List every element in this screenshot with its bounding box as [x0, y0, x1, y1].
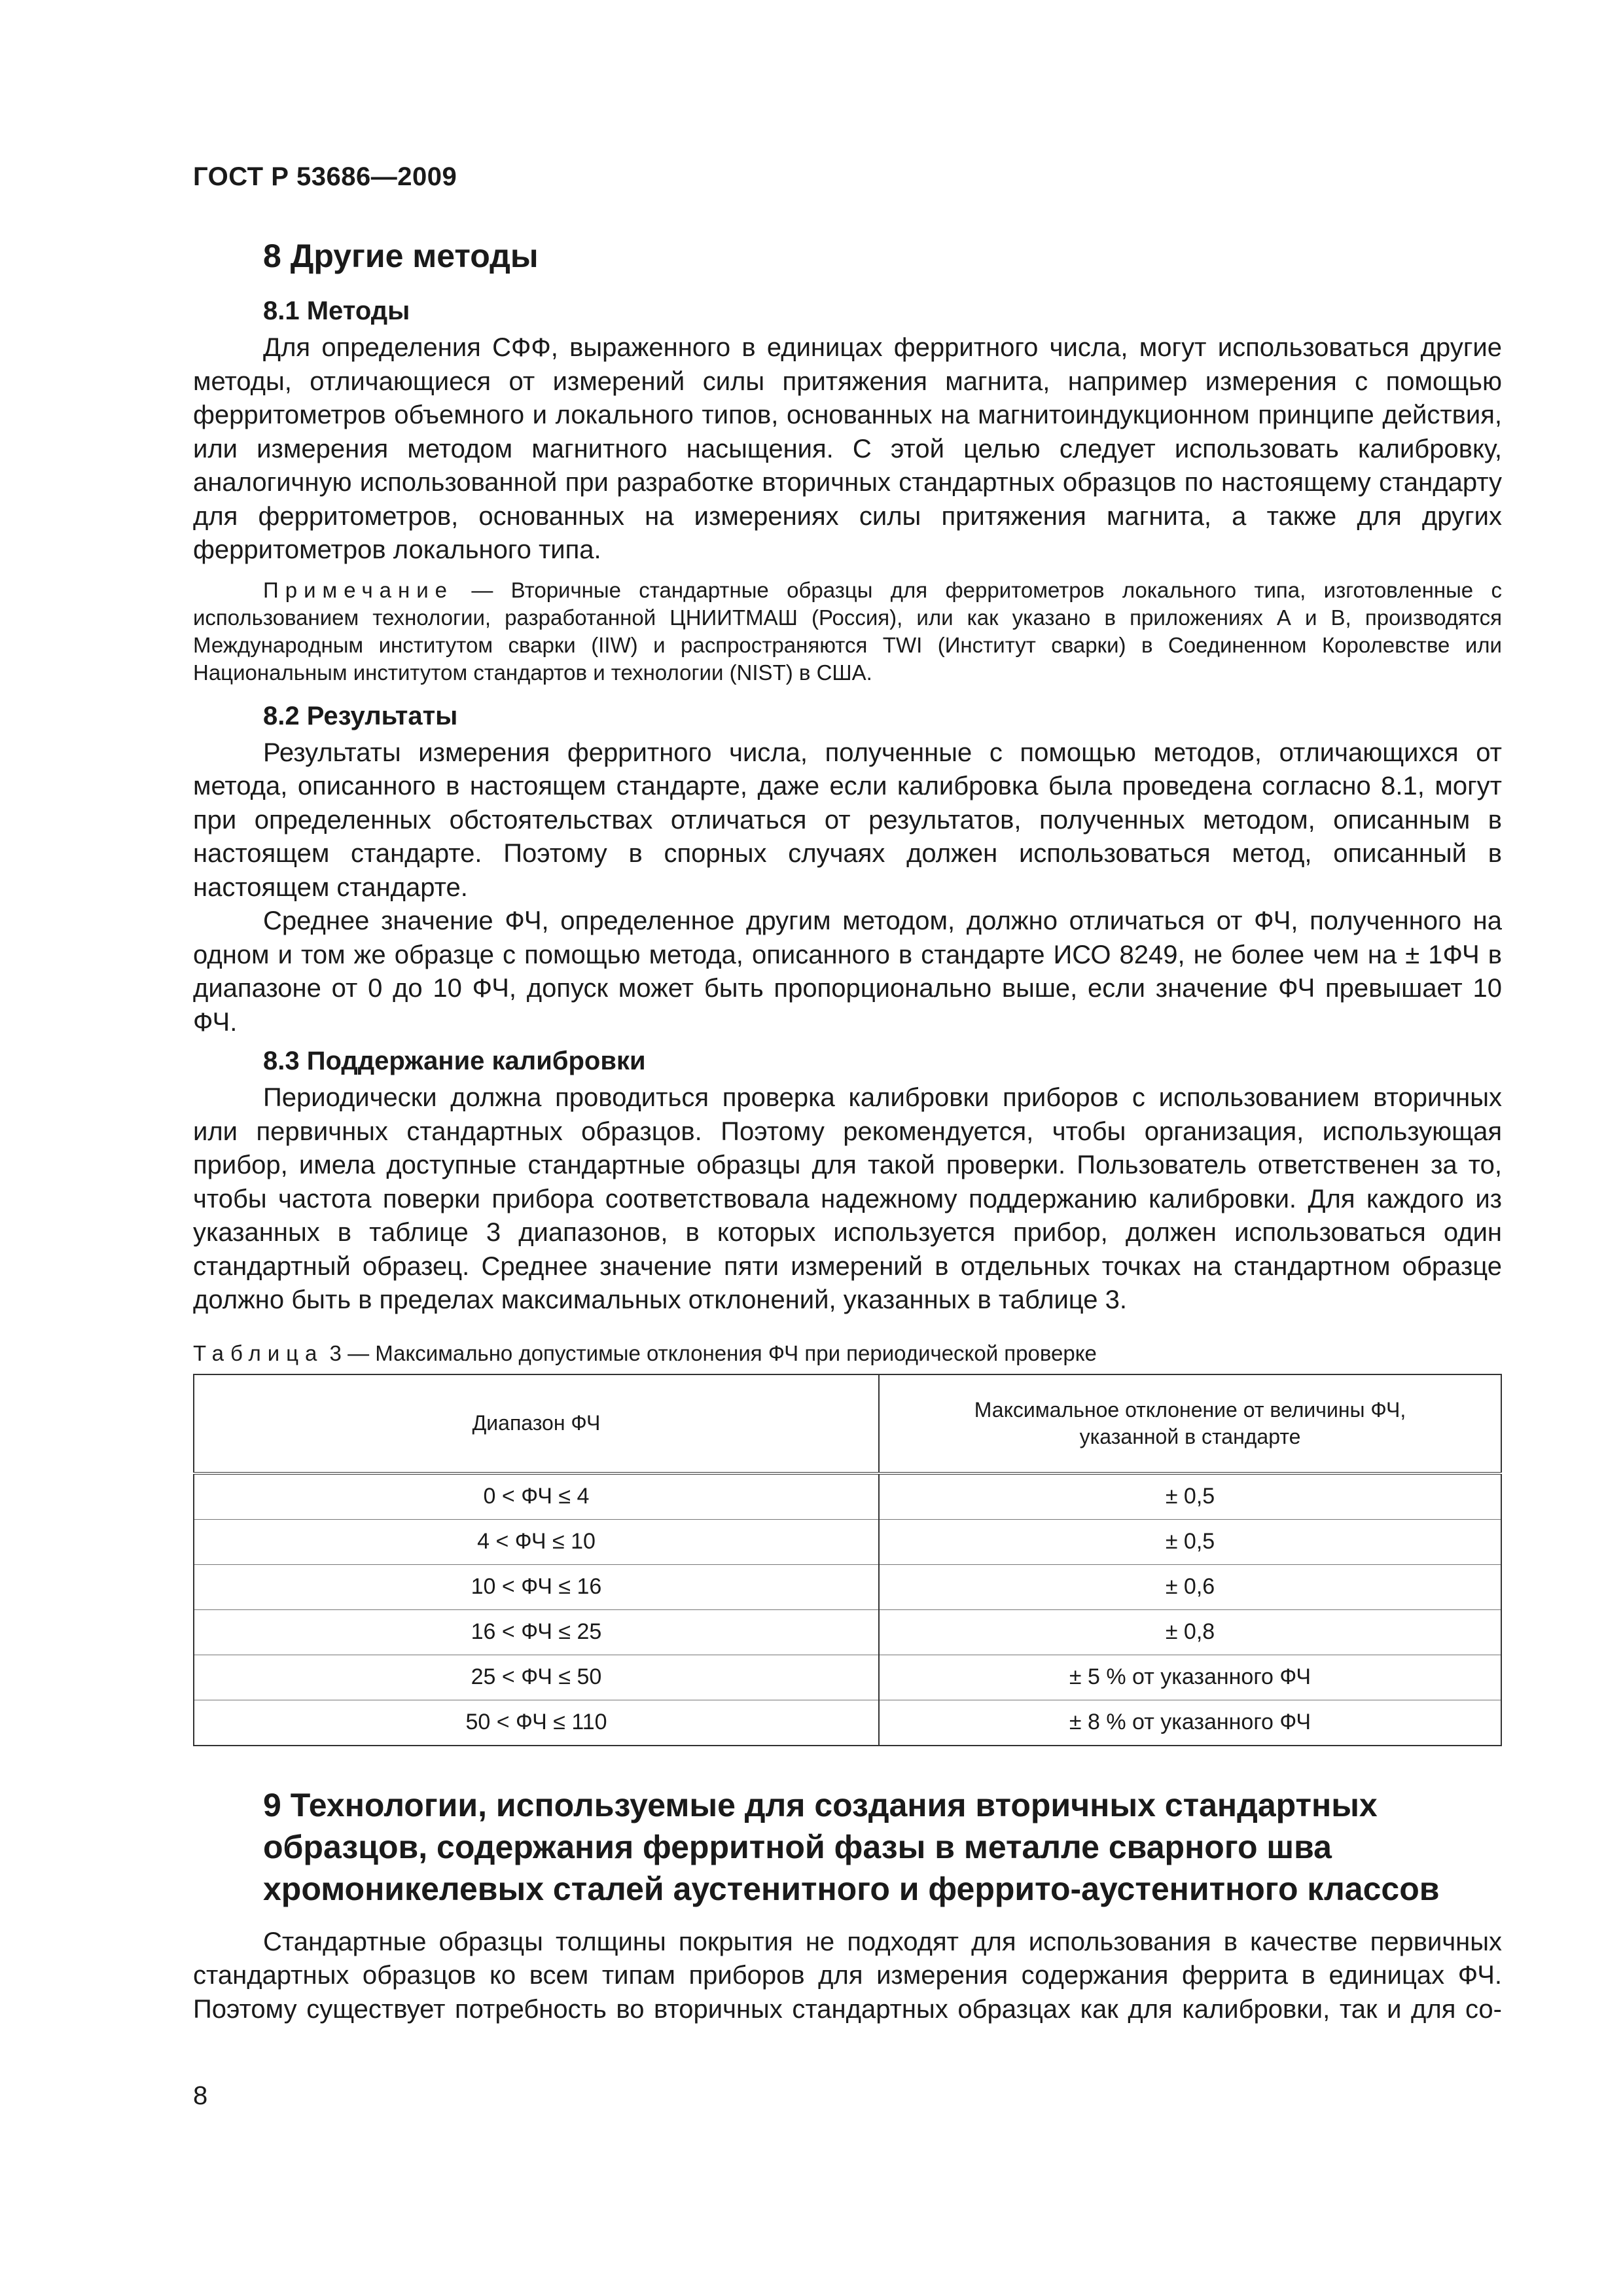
- section-9-title: [263, 1784, 1502, 1910]
- table-cell-range: 0 < ФЧ ≤ 4: [194, 1473, 879, 1520]
- table-row: [194, 1519, 1501, 1564]
- subsection-8-2-paragraph-2: Среднее значение ФЧ, определенное другим методом, должно отличаться от ФЧ, полученного на одном и том же образце с помощью метода, описанного в стандарте ИСО 8249, не более чем на ± 1ФЧ в диапазоне от 0 до 10 ФЧ, допуск может быть пропорционально выше, если значение ФЧ превышает 10 ФЧ.: [193, 906, 1502, 1037]
- table-cell-deviation: ± 5 % от указанного ФЧ: [879, 1655, 1501, 1700]
- note-label: Примечание: [263, 577, 454, 602]
- table-row: [194, 1609, 1501, 1655]
- section-8-title: 8 Другие методы: [263, 238, 539, 274]
- table-header-row: [194, 1374, 1501, 1473]
- table-row: [194, 1564, 1501, 1609]
- table-cell-deviation: ± 0,5: [879, 1519, 1501, 1564]
- table-cell-range: 50 < ФЧ ≤ 110: [194, 1700, 879, 1746]
- section-9-paragraph: Стандартные образцы толщины покрытия не подходят для использования в качестве первичных стандартных образцов ко всем типам приборов для измерения содержания феррита в единицах ФЧ. Поэтому существует потребность во вторичных стандартных образцах как для калибровки, так и для со-: [193, 1927, 1502, 2024]
- subsection-8-2-paragraph-1: Результаты измерения ферритного числа, полученные с помощью методов, отличающихся от метода, описанного в настоящем стандарте, даже если калибровка была проведена согласно 8.1, могут при определенных обстоятельствах отличаться от результатов, полученных методом, описанным в настоящем стандарте. Поэтому в спорных случаях должен использоваться метод, описанный в настоящем стандарте.: [193, 738, 1502, 902]
- subsection-8-3-paragraph: Периодически должна проводиться проверка калибровки приборов с использованием вторичных или первичных стандартных образцов. Поэтому рекомендуется, чтобы организация, использующая прибор, имела доступные стандартные образцы для такой проверки. Пользователь ответственен за то, чтобы частота поверки прибора соответствовала надежному поддержанию калибровки. Для каждого из указанных в таблице 3 диапазонов, в которых используется прибор, должен использоваться один стандартный образец. Среднее значение пяти измерений в отдельных точках на стандартном образце должно быть в пределах максимальных отклонений, указанных в таблице 3.: [193, 1083, 1502, 1314]
- table-cell-deviation: ± 0,5: [879, 1473, 1501, 1520]
- document-body: [193, 236, 1502, 2026]
- subsection-8-1-title: 8.1 Методы: [263, 296, 410, 325]
- subsection-8-2-title: 8.2 Результаты: [263, 701, 458, 730]
- note-8-1: [193, 577, 1502, 687]
- table-3: [193, 1374, 1502, 1746]
- subsection-8-1-paragraph: Для определения СФФ, выраженного в единицах ферритного числа, могут использоваться другие методы, отличающиеся от измерений силы притяжения магнита, например измерения с помощью ферритометров объемного и локального типов, основанных на магнитоиндукционном принципе действия, или измерения методом магнитного насыщения. С этой целью следует использовать калибровку, аналогичную использованной при разработке вторичных стандартных образцов по настоящему стандарту для ферритометров, основанных на измерениях силы притяжения магнита, а также для других ферритометров локального типа.: [193, 333, 1502, 564]
- table-cell-deviation: ± 0,8: [879, 1609, 1501, 1655]
- document-header: ГОСТ Р 53686—2009: [193, 162, 457, 191]
- table-3-caption: [193, 1340, 1502, 1367]
- table-header-deviation-line-2: указанной в стандарте: [1079, 1424, 1301, 1448]
- table-cell-range: 16 < ФЧ ≤ 25: [194, 1609, 879, 1655]
- section-9-title-line-1: 9 Технологии, используемые для создания вторичных стандартных: [263, 1786, 1378, 1823]
- table-cell-range: 10 < ФЧ ≤ 16: [194, 1564, 879, 1609]
- table-cell-deviation: ± 0,6: [879, 1564, 1501, 1609]
- table-row: [194, 1700, 1501, 1746]
- section-9-title-line-3: хромоникелевых сталей аустенитного и феррито-аустенитного классов: [263, 1870, 1440, 1907]
- table-caption-label: Таблица: [193, 1340, 324, 1365]
- table-cell-deviation: ± 8 % от указанного ФЧ: [879, 1700, 1501, 1746]
- table-caption-text: 3 — Максимально допустимые отклонения ФЧ при периодической проверке: [323, 1340, 1097, 1365]
- table-row: [194, 1655, 1501, 1700]
- table-header-range: Диапазон ФЧ: [194, 1374, 879, 1473]
- note-text: — Вторичные стандартные образцы для ферритометров локального типа, изготовленные с использованием технологии, разработанной ЦНИИТМАШ (Россия), или как указано в приложениях А и В, производятся Международным институтом сварки (IIW) и распространяются TWI (Институт сварки) в Соединенном Королевстве или Национальным институтом стандартов и технологии (NIST) в США.: [193, 577, 1502, 685]
- table-cell-range: 4 < ФЧ ≤ 10: [194, 1519, 879, 1564]
- section-9-title-line-2: образцов, содержания ферритной фазы в металле сварного шва: [263, 1828, 1332, 1865]
- page-number: 8: [193, 2081, 208, 2110]
- table-header-deviation-line-1: Максимальное отклонение от величины ФЧ,: [974, 1397, 1406, 1422]
- table-header-deviation: [879, 1374, 1501, 1473]
- table-row: [194, 1473, 1501, 1520]
- subsection-8-3-title: 8.3 Поддержание калибровки: [263, 1047, 646, 1075]
- table-cell-range: 25 < ФЧ ≤ 50: [194, 1655, 879, 1700]
